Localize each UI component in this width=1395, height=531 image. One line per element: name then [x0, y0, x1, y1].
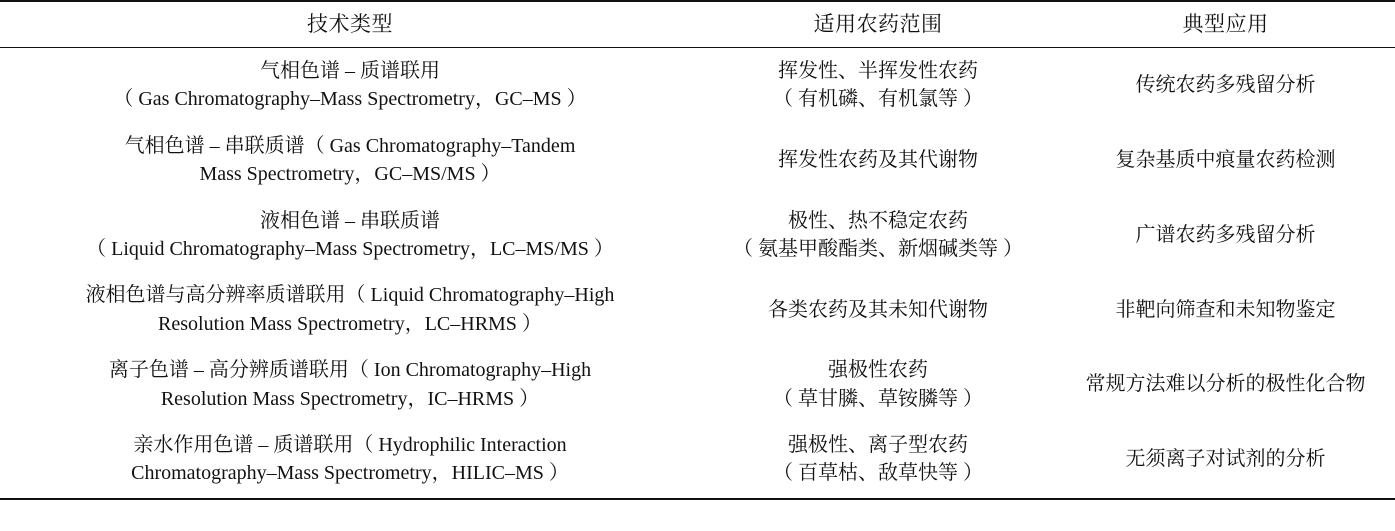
- cell-line: 无须离子对试剂的分析: [1125, 448, 1326, 471]
- cell-line: 液相色谱 – 串联质谱: [260, 209, 440, 232]
- cell-line: 极性、热不稳定农药: [788, 209, 968, 232]
- table-row: [0, 272, 1395, 347]
- cell-technique: [0, 123, 700, 198]
- table-header-row: [0, 1, 1395, 48]
- cell-line: （ 有机磷、有机氯等 ）: [773, 88, 983, 111]
- cell-line: 各类农药及其未知代谢物: [768, 298, 988, 321]
- cell-scope: [700, 272, 1056, 347]
- cell-line: （ 百草枯、敌草快等 ）: [773, 462, 983, 485]
- cell-line: 挥发性、半挥发性农药: [778, 60, 978, 82]
- cell-line: 非靶向筛查和未知物鉴定: [1115, 298, 1336, 321]
- cell-scope: [700, 347, 1056, 422]
- cell-line: 离子色谱 – 高分辨质谱联用（ Ion Chromatography–High: [108, 359, 592, 382]
- cell-line: 挥发性农药及其代谢物: [778, 148, 978, 171]
- cell-line: 气相色谱 – 串联质谱（ Gas Chromatography–Tandem: [124, 134, 576, 157]
- cell-line: Resolution Mass Spectrometry，LC–HRMS ）: [158, 312, 542, 335]
- table-row: [0, 123, 1395, 198]
- cell-application: [1056, 198, 1395, 273]
- cell-application: [1056, 48, 1395, 123]
- table-row: [0, 48, 1395, 123]
- cell-line: （ Gas Chromatography–Mass Spectrometry，GC–MS ）: [113, 88, 587, 111]
- cell-line: Mass Spectrometry，GC–MS/MS ）: [199, 163, 501, 186]
- cell-line: Resolution Mass Spectrometry，IC–HRMS ）: [160, 387, 540, 410]
- cell-scope: [700, 422, 1056, 499]
- cell-technique: [0, 48, 700, 123]
- cell-application: [1056, 272, 1395, 347]
- column-header-technique: 技术类型: [307, 12, 393, 36]
- cell-line: 广谱农药多残留分析: [1135, 223, 1316, 246]
- table-row: [0, 198, 1395, 273]
- cell-line: 液相色谱与高分辨率质谱联用（ Liquid Chromatography–High: [85, 284, 615, 307]
- cell-line: （ 氨基甲酸酯类、新烟碱类等 ）: [733, 237, 1023, 260]
- table-row: [0, 422, 1395, 499]
- cell-line: （ Liquid Chromatography–Mass Spectrometry，LC–MS/MS ）: [86, 237, 614, 260]
- cell-line: （ 草甘膦、草铵膦等 ）: [773, 387, 983, 410]
- cell-scope: [700, 48, 1056, 123]
- cell-application: [1056, 347, 1395, 422]
- cell-application: [1056, 123, 1395, 198]
- table-body: [0, 48, 1395, 499]
- cell-technique: [0, 198, 700, 273]
- cell-application: [1056, 422, 1395, 499]
- cell-technique: [0, 422, 700, 499]
- cell-line: Chromatography–Mass Spectrometry，HILIC–MS ）: [131, 462, 569, 485]
- table-row: [0, 347, 1395, 422]
- column-header-scope: 适用农药范围: [813, 12, 943, 36]
- cell-line: 亲水作用色谱 – 质谱联用（ Hydrophilic Interaction: [133, 433, 567, 456]
- cell-line: 强极性、离子型农药: [788, 433, 968, 456]
- column-header-application: 典型应用: [1182, 12, 1269, 36]
- cell-technique: [0, 347, 700, 422]
- cell-line: 强极性农药: [828, 359, 928, 382]
- cell-line: 复杂基质中痕量农药检测: [1115, 148, 1336, 171]
- cell-line: 传统农药多残留分析: [1135, 74, 1316, 97]
- cell-scope: [700, 123, 1056, 198]
- table-head: [0, 1, 1395, 48]
- cell-scope: [700, 198, 1056, 273]
- cell-line: 气相色谱 – 质谱联用: [260, 60, 440, 82]
- cell-line: 常规方法难以分析的极性化合物: [1085, 373, 1366, 396]
- cell-technique: [0, 272, 700, 347]
